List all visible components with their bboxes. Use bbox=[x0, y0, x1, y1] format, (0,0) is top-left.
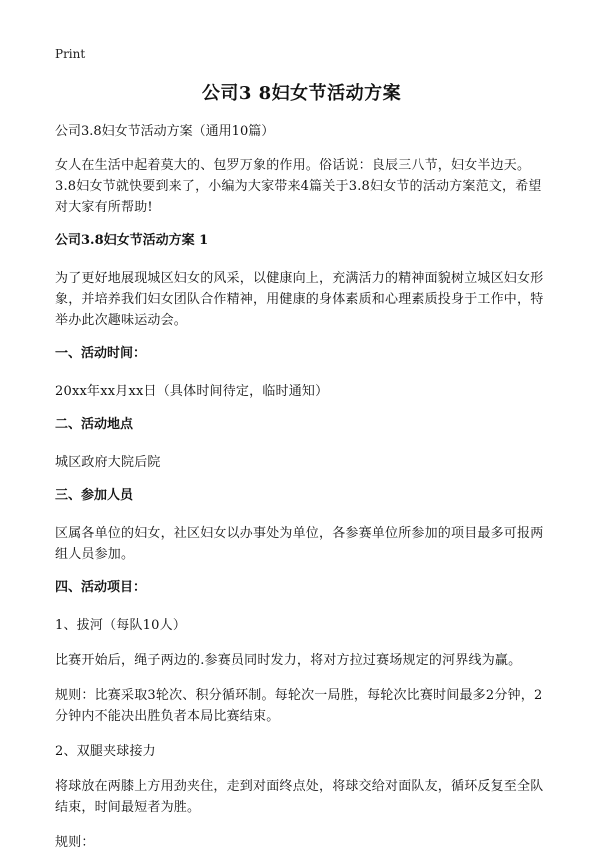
item1-rules: 规则：比赛采取3轮次、积分循环制。每轮次一局胜，每轮次比赛时间最多2分钟，2分钟内不能决出胜负者本局比赛结束。 bbox=[55, 688, 543, 724]
item1-title: 1、拔河（每队10人） bbox=[55, 618, 187, 633]
document-subtitle: 公司3.8妇女节活动方案（通用10篇） bbox=[55, 124, 275, 139]
intro-paragraph: 女人在生活中起着莫大的、包罗万象的作用。俗话说：良辰三八节，妇女半边天。3.8妇女节就快要到来了，小编为大家带来4篇关于3.8妇女节的活动方案范文，希望对大家有所帮助! bbox=[55, 158, 542, 215]
item1-description: 比赛开始后，绳子两边的.参赛员同时发力，将对方拉过赛场规定的河界线为赢。 bbox=[55, 653, 522, 668]
plan1-intro-paragraph: 为了更好地展现城区妇女的风采，以健康向上，充满活力的精神面貌树立城区妇女形象，并培养我们妇女团队合作精神，用健康的身体素质和心理素质投身于工作中，特举办此次趣味运动会。 bbox=[55, 271, 544, 328]
location-heading: 二、活动地点 bbox=[55, 417, 134, 432]
participants-heading: 三、参加人员 bbox=[55, 488, 134, 503]
item2-title: 2、双腿夹球接力 bbox=[55, 744, 156, 759]
item2-description: 将球放在两膝上方用劲夹住，走到对面终点处，将球交给对面队友，循环反复至全队结束，时间最短者为胜。 bbox=[55, 779, 544, 815]
print-link[interactable]: Print bbox=[55, 47, 86, 61]
time-text: 20xx年xx月xx日（具体时间待定，临时通知） bbox=[55, 384, 329, 399]
participants-text: 区属各单位的妇女，社区妇女以办事处为单位，各参赛单位所参加的项目最多可报两组人员参加。 bbox=[55, 526, 544, 562]
plan1-heading: 公司3.8妇女节活动方案 1 bbox=[55, 233, 209, 248]
location-text: 城区政府大院后院 bbox=[55, 455, 161, 470]
time-heading: 一、活动时间： bbox=[55, 346, 147, 361]
items-heading: 四、活动项目： bbox=[55, 580, 147, 595]
document-title: 公司3 8妇女节活动方案 bbox=[201, 83, 402, 104]
item2-rules: 规则： bbox=[55, 835, 95, 850]
